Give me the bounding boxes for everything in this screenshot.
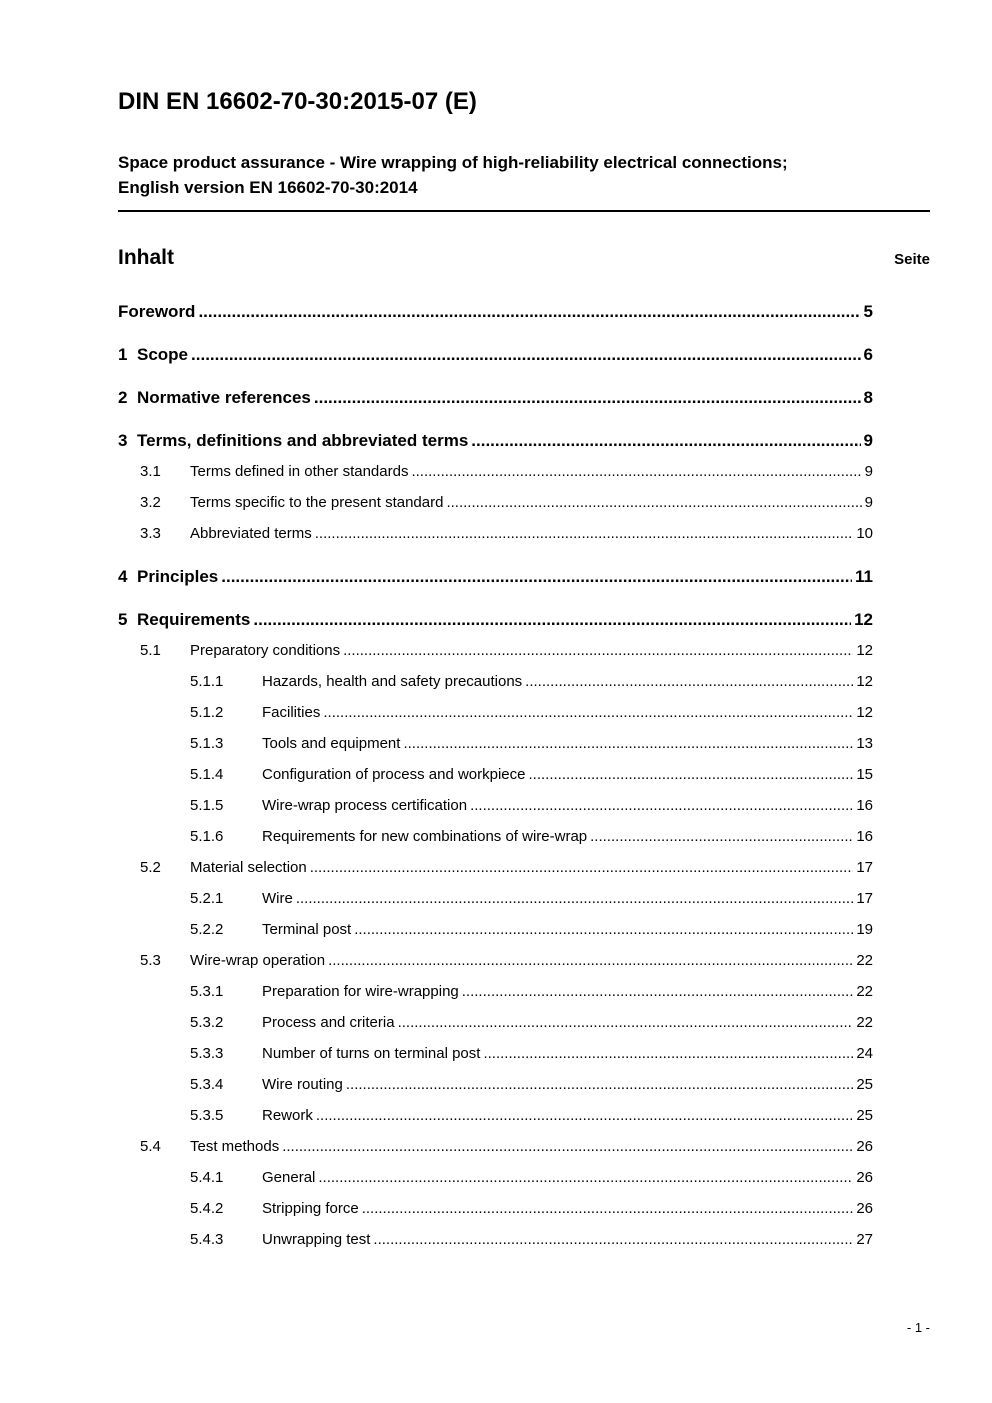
toc-entry[interactable]: [118, 604, 873, 635]
toc-heading: Inhalt: [118, 246, 174, 269]
toc-entry-page: 11: [855, 567, 873, 586]
toc-entry-page: 10: [856, 525, 873, 542]
toc-dot-leader: [362, 1193, 854, 1224]
toc-entry-label: Wire routing: [262, 1076, 343, 1093]
toc-entry-label: Unwrapping test: [262, 1231, 371, 1248]
toc-entry-label: Rework: [262, 1107, 313, 1124]
toc-dot-leader: [483, 1038, 853, 1069]
toc-entry-page: 16: [856, 797, 873, 814]
toc-entry[interactable]: [118, 666, 873, 697]
toc-entry[interactable]: [118, 821, 873, 852]
toc-entry[interactable]: [118, 759, 873, 790]
toc-dot-leader: [470, 790, 853, 821]
toc-entry-label: Requirements: [137, 610, 251, 629]
toc-entry-page: 24: [856, 1045, 873, 1062]
toc-entry-number: 5.1: [140, 642, 161, 659]
toc-entry-label: Configuration of process and workpiece: [262, 766, 526, 783]
toc-entry-page: 25: [856, 1107, 873, 1124]
toc-dot-leader: [191, 339, 861, 370]
toc-dot-leader: [471, 425, 860, 456]
toc-entry[interactable]: [118, 945, 873, 976]
toc-entry-page: 9: [864, 494, 873, 511]
toc-entry[interactable]: [118, 728, 873, 759]
toc-entry-number: 3: [118, 431, 128, 450]
toc-list: [118, 296, 873, 1255]
toc-entry-page: 6: [863, 345, 873, 364]
toc-entry-label: Principles: [137, 567, 219, 586]
toc-entry-label: Wire: [262, 890, 293, 907]
toc-entry-page: 12: [854, 610, 873, 629]
toc-entry-page: 26: [856, 1169, 873, 1186]
toc-dot-leader: [315, 518, 854, 549]
toc-entry[interactable]: [118, 635, 873, 666]
toc-entry-page: 12: [856, 642, 873, 659]
toc-entry-number: 5.1.6: [190, 828, 224, 845]
document-subtitle: [118, 150, 930, 212]
toc-dot-leader: [462, 976, 854, 1007]
toc-dot-leader: [411, 456, 861, 487]
toc-entry-label: Material selection: [190, 859, 307, 876]
toc-dot-leader: [253, 604, 851, 635]
toc-entry-number: 5.2.1: [190, 890, 224, 907]
toc-entry-label: Wire-wrap process certification: [262, 797, 468, 814]
toc-dot-leader: [198, 296, 860, 327]
toc-entry-page: 16: [856, 828, 873, 845]
toc-entry[interactable]: [118, 518, 873, 549]
toc-entry-number: 1: [118, 345, 128, 364]
toc-entry-label: Foreword: [118, 302, 196, 321]
toc-entry[interactable]: [118, 790, 873, 821]
toc-entry-page: 15: [856, 766, 873, 783]
toc-entry-number: 5.3.4: [190, 1076, 224, 1093]
toc-entry[interactable]: [118, 1038, 873, 1069]
toc-entry-page: 17: [856, 890, 873, 907]
toc-entry[interactable]: [118, 561, 873, 592]
document-title: DIN EN 16602-70-30:2015-07 (E): [118, 88, 477, 115]
toc-entry[interactable]: [118, 883, 873, 914]
toc-entry-page: 17: [856, 859, 873, 876]
toc-entry-page: 22: [856, 952, 873, 969]
toc-dot-leader: [354, 914, 853, 945]
toc-dot-leader: [403, 728, 853, 759]
toc-entry[interactable]: [118, 1131, 873, 1162]
toc-entry[interactable]: [118, 1162, 873, 1193]
toc-entry-number: 5.3.2: [190, 1014, 224, 1031]
toc-entry-number: 5.4.1: [190, 1169, 224, 1186]
toc-entry-page: 22: [856, 1014, 873, 1031]
toc-entry[interactable]: [118, 456, 873, 487]
toc-entry[interactable]: [118, 1193, 873, 1224]
toc-entry-number: 4: [118, 567, 128, 586]
toc-entry-label: Test methods: [190, 1138, 280, 1155]
toc-entry-number: 5.3.3: [190, 1045, 224, 1062]
toc-dot-leader: [590, 821, 853, 852]
toc-entry-label: Wire-wrap operation: [190, 952, 326, 969]
toc-dot-leader: [221, 561, 852, 592]
toc-entry[interactable]: [118, 1007, 873, 1038]
toc-entry-number: 5.1.1: [190, 673, 224, 690]
toc-entry-label: Normative references: [137, 388, 311, 407]
toc-dot-leader: [282, 1131, 853, 1162]
toc-entry[interactable]: [118, 339, 873, 370]
toc-entry-label: Scope: [137, 345, 189, 364]
toc-header: [118, 246, 930, 270]
toc-entry-label: General: [262, 1169, 316, 1186]
toc-entry-page: 9: [864, 463, 873, 480]
toc-entry[interactable]: [118, 382, 873, 413]
toc-entry-page: 9: [863, 431, 873, 450]
toc-dot-leader: [346, 1069, 853, 1100]
toc-entry-number: 5.3.1: [190, 983, 224, 1000]
toc-entry[interactable]: [118, 296, 873, 327]
toc-dot-leader: [528, 759, 853, 790]
toc-entry-label: Terms, definitions and abbreviated terms: [137, 431, 469, 450]
toc-entry[interactable]: [118, 487, 873, 518]
toc-dot-leader: [373, 1224, 853, 1255]
toc-entry-label: Abbreviated terms: [190, 525, 312, 542]
toc-entry-page: 26: [856, 1138, 873, 1155]
toc-entry-page: 27: [856, 1231, 873, 1248]
toc-entry-number: 3.2: [140, 494, 161, 511]
toc-dot-leader: [314, 382, 861, 413]
toc-dot-leader: [316, 1100, 853, 1131]
toc-dot-leader: [343, 635, 853, 666]
toc-entry-label: Terms defined in other standards: [190, 463, 409, 480]
toc-entry-number: 5.2: [140, 859, 161, 876]
toc-dot-leader: [323, 697, 853, 728]
toc-dot-leader: [525, 666, 853, 697]
toc-entry-number: 5.3.5: [190, 1107, 224, 1124]
toc-page-column-label: Seite: [894, 251, 930, 268]
toc-entry-number: 3.3: [140, 525, 161, 542]
toc-dot-leader: [318, 1162, 853, 1193]
toc-entry-number: 5.4.2: [190, 1200, 224, 1217]
toc-dot-leader: [446, 487, 861, 518]
toc-entry-number: 5.1.2: [190, 704, 224, 721]
document-subtitle-line2: English version EN 16602-70-30:2014: [118, 178, 418, 197]
toc-entry-label: Stripping force: [262, 1200, 359, 1217]
toc-entry[interactable]: [118, 1224, 873, 1255]
toc-dot-leader: [398, 1007, 854, 1038]
toc-entry-page: 13: [856, 735, 873, 752]
document-subtitle-line1: Space product assurance - Wire wrapping of high-reliability electrical connections;: [118, 153, 788, 172]
toc-entry-number: 5.4: [140, 1138, 161, 1155]
toc-entry-page: 19: [856, 921, 873, 938]
toc-entry-label: Hazards, health and safety precautions: [262, 673, 523, 690]
toc-entry[interactable]: [118, 697, 873, 728]
toc-entry-number: 5: [118, 610, 128, 629]
toc-entry[interactable]: [118, 976, 873, 1007]
toc-entry-page: 25: [856, 1076, 873, 1093]
toc-entry-number: 2: [118, 388, 128, 407]
toc-entry-number: 5.1.4: [190, 766, 224, 783]
toc-entry-number: 5.1.3: [190, 735, 224, 752]
toc-entry-label: Preparation for wire-wrapping: [262, 983, 459, 1000]
toc-dot-leader: [310, 852, 854, 883]
toc-entry-label: Tools and equipment: [262, 735, 401, 752]
toc-dot-leader: [296, 883, 853, 914]
toc-entry-number: 3.1: [140, 463, 161, 480]
toc-entry[interactable]: [118, 852, 873, 883]
toc-entry[interactable]: [118, 1069, 873, 1100]
toc-entry-label: Terminal post: [262, 921, 352, 938]
toc-entry-number: 5.2.2: [190, 921, 224, 938]
toc-entry-label: Preparatory conditions: [190, 642, 341, 659]
toc-entry-label: Process and criteria: [262, 1014, 395, 1031]
toc-entry-page: 8: [863, 388, 873, 407]
toc-entry[interactable]: [118, 425, 873, 456]
toc-entry-label: Terms specific to the present standard: [190, 494, 444, 511]
toc-entry-number: 5.3: [140, 952, 161, 969]
toc-entry-number: 5.4.3: [190, 1231, 224, 1248]
toc-entry-page: 12: [856, 673, 873, 690]
toc-entry-label: Facilities: [262, 704, 321, 721]
toc-entry-page: 22: [856, 983, 873, 1000]
page-number-footer: - 1 -: [906, 1320, 930, 1335]
toc-entry-page: 12: [856, 704, 873, 721]
toc-entry-number: 5.1.5: [190, 797, 224, 814]
toc-entry-label: Number of turns on terminal post: [262, 1045, 481, 1062]
toc-entry-page: 26: [856, 1200, 873, 1217]
toc-dot-leader: [328, 945, 853, 976]
toc-entry[interactable]: [118, 914, 873, 945]
toc-entry[interactable]: [118, 1100, 873, 1131]
toc-entry-page: 5: [863, 302, 873, 321]
toc-entry-label: Requirements for new combinations of wire-wrap: [262, 828, 588, 845]
